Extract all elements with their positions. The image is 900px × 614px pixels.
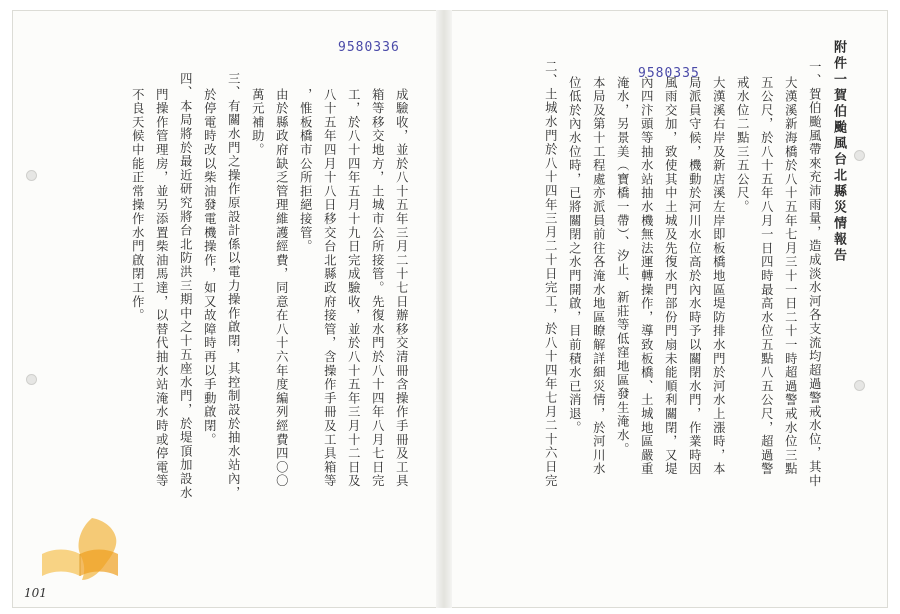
left-text-column: 箱等移交地方，土城市公所接管。先復水門於八十四年八月七日完 xyxy=(370,88,385,489)
right-text-column: 局派員守候，機動於河川水位高於內水時予以關閉水門，作業時因 xyxy=(687,76,702,477)
left-text-column: 成驗收，並於八十五年三月二十七日辦移交清冊含操作手冊及工具 xyxy=(394,88,409,489)
left-text-column: ，惟板橋市公所拒絕接管。 xyxy=(298,88,313,254)
binder-hole xyxy=(26,374,37,385)
right-text-column: 戒水位二點三五公尺。 xyxy=(735,76,750,214)
left-text-column: 八十五年四月十八日移交台北縣政府接管，含操作手冊及工具箱等 xyxy=(322,88,337,489)
page-number: 101 xyxy=(24,586,47,600)
book-gutter xyxy=(436,10,452,608)
right-text-column: 淹水，另景美（寶橋一帶）、汐止、新莊等低窪地區發生淹水。 xyxy=(615,76,630,457)
right-text-column: 大漢溪新海橋於八十五年七月三十一日二十一時超過警戒水位三點 xyxy=(783,76,798,477)
document-stamp-number: 9580336 xyxy=(338,40,400,55)
left-text-column: 由於縣政府缺乏管理維護經費，同意在八十六年度編列經費四〇〇 xyxy=(274,88,289,489)
right-text-column: 位低於內水位時，已將關閉之水門開啟，目前積水已消退。 xyxy=(567,76,582,435)
right-text-column: 風雨交加，致使其中土城及先復水門部份門扇未能順利關閉，又堤 xyxy=(663,76,678,477)
left-text-column: 於停電時改以柴油發電機操作，如又故障時再以手動啟閉。 xyxy=(202,88,217,447)
taiwan-map-book-logo-icon xyxy=(34,514,126,584)
left-text-column: 門操作管理房，並另添置柴油馬達，以替代抽水站淹水時或停電等 xyxy=(154,88,169,489)
right-text-column: 大漢溪右岸及新店溪左岸即板橋地區堤防排水門於河水上漲時，本 xyxy=(711,76,726,477)
left-text-column: 不良天候中能正常操作水門啟閉工作。 xyxy=(130,88,145,323)
binder-hole xyxy=(854,150,865,161)
left-text-column: 三、有關水門之操作原設計係以電力操作啟閉，其控制設於抽水站內， xyxy=(226,72,241,500)
right-text-column: 內四汴頭等抽水站抽水機無法運轉操作，導致板橋、土城地區嚴重 xyxy=(639,76,654,477)
left-text-column: 萬元補助。 xyxy=(250,88,265,157)
right-text-column: 本局及第十工程處亦派員前往各淹水地區瞭解詳細災情，於河川水 xyxy=(591,76,606,477)
left-text-column: 四、本局將於最近研究將台北防洪三期中之十五座水門，於堤頂加設水 xyxy=(178,72,193,500)
left-text-column: 工，於八十四年五月十九日完成驗收，並於八十五年三月十二日及 xyxy=(346,88,361,489)
binder-hole xyxy=(26,170,37,181)
right-text-column: 一、賀伯颱風帶來充沛雨量，造成淡水河各支流均超過警戒水位，其中 xyxy=(807,60,822,488)
binder-hole xyxy=(854,380,865,391)
right-text-column: 二、土城水門於八十四年三月二十日完工，於八十四年七月二十六日完 xyxy=(543,60,558,488)
right-text-column: 五公尺，於八十五年八月一日四時最高水位五點八五公尺，超過警 xyxy=(759,76,774,477)
document-stamp-number: 9580335 xyxy=(638,66,700,81)
report-title: 附件一賀伯颱風台北縣災情報告 xyxy=(831,40,846,264)
